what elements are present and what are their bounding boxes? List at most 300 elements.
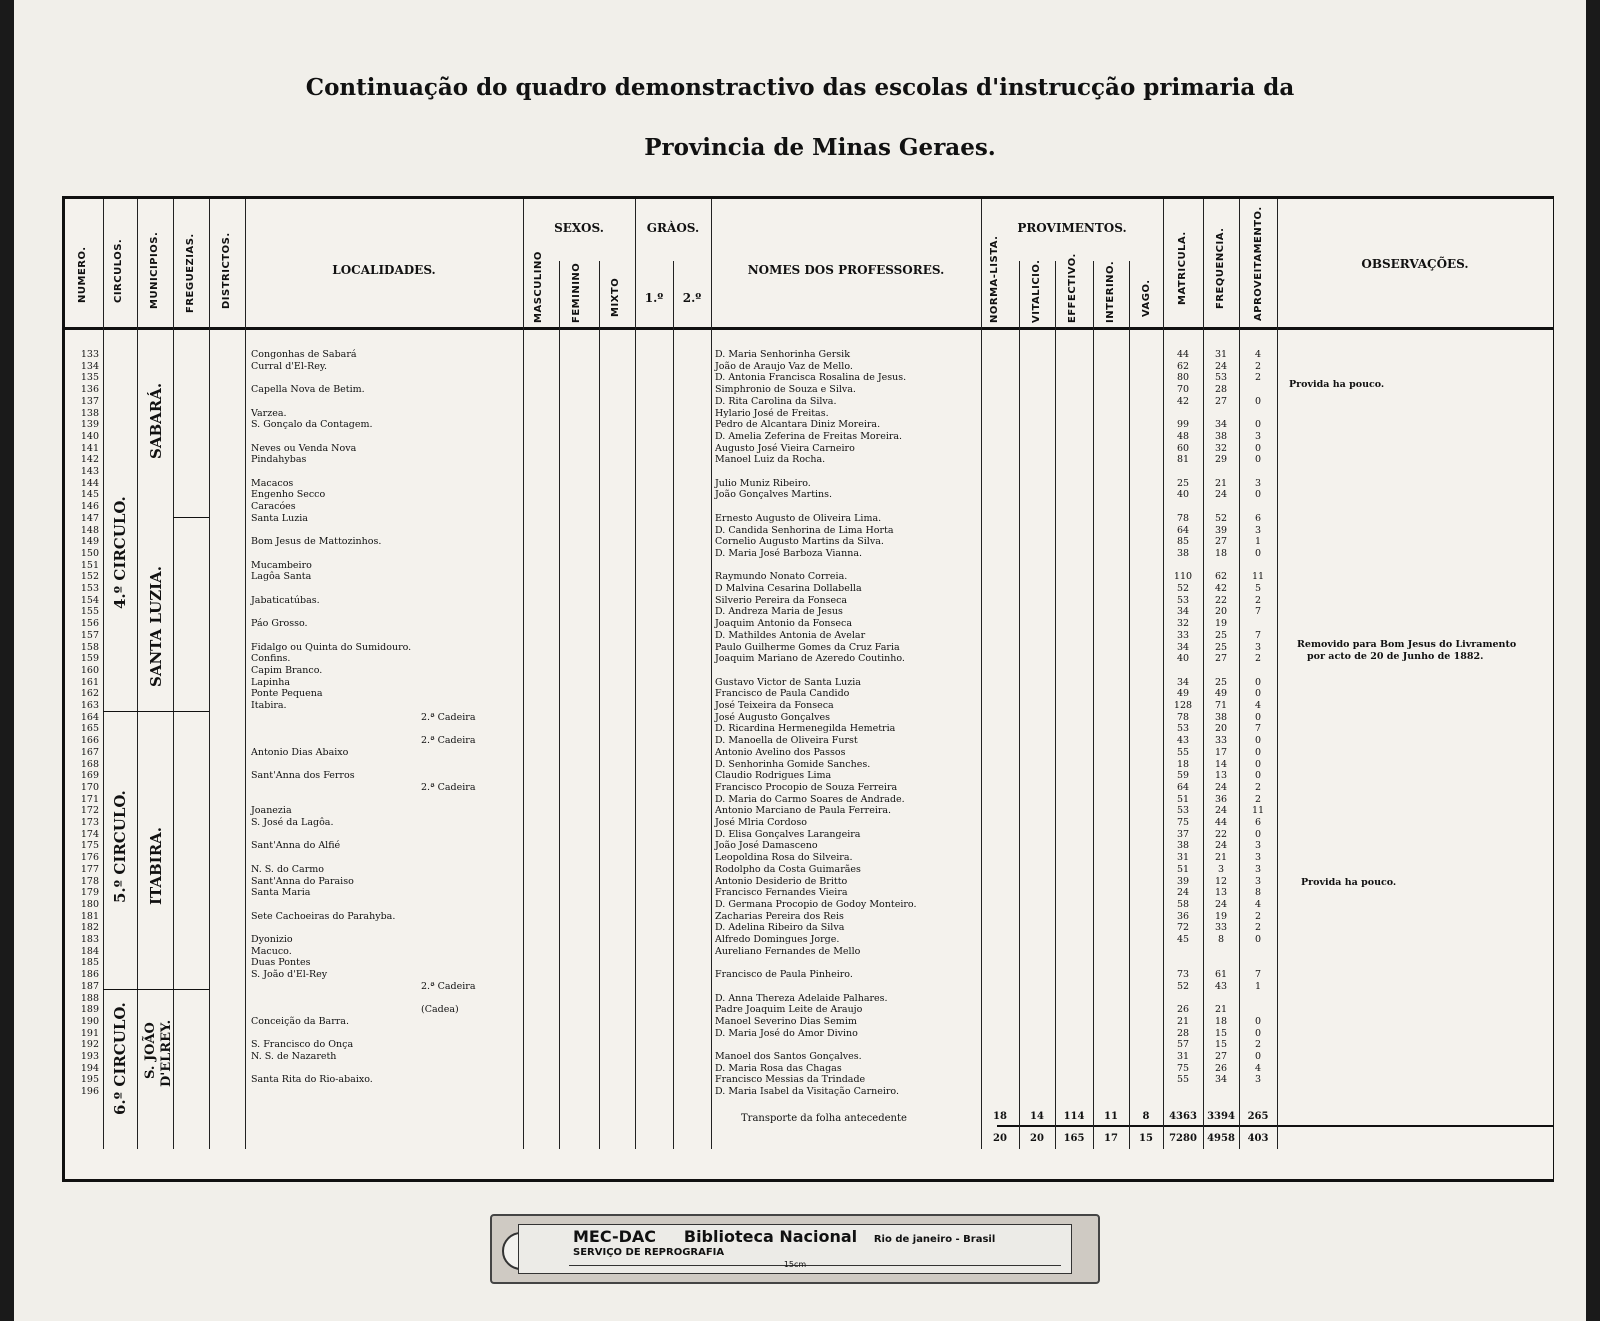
- row-localidade: Caracóes: [251, 501, 296, 513]
- row-number: 133: [80, 349, 99, 360]
- row-number: 163: [80, 700, 99, 711]
- stamp-title: [573, 1227, 995, 1246]
- row-aproveitamento: 0: [1254, 419, 1262, 431]
- col-line: [1055, 261, 1056, 1149]
- row-matricula: 31: [1176, 1051, 1190, 1062]
- row-matricula: 64: [1176, 781, 1190, 793]
- row-matricula: 21: [1176, 1015, 1190, 1027]
- stamp-org: MEC-DAC: [573, 1227, 657, 1246]
- scanned-page: [14, 0, 1586, 1321]
- col-header-mixto: MIXTO: [610, 277, 621, 317]
- row-matricula: 53: [1176, 594, 1190, 606]
- row-number: 159: [80, 653, 99, 665]
- row-frequencia: 20: [1214, 723, 1228, 735]
- row-localidade: Varzea.: [251, 407, 287, 419]
- col-line: [981, 199, 982, 1149]
- row-number: 161: [80, 676, 99, 688]
- col-header-effectivo: EFFECTIVO.: [1067, 253, 1078, 323]
- row-professor: Manoel Severino Dias Semim: [715, 1015, 857, 1027]
- row-professor: Leopoldina Rosa do Silveira.: [715, 852, 853, 864]
- row-aproveitamento: 0: [1254, 688, 1262, 700]
- row-matricula: 78: [1176, 512, 1190, 524]
- row-professor: Alfredo Domingues Jorge.: [715, 934, 840, 945]
- observation-provida-1: Provida ha pouco.: [1289, 379, 1385, 390]
- transport-effectivo: 114: [1063, 1111, 1085, 1122]
- row-number: 147: [80, 512, 99, 524]
- row-localidade: Antonio Dias Abaixo: [251, 746, 349, 758]
- row-localidade: Duas Pontes: [251, 957, 311, 969]
- row-frequencia: 24: [1214, 840, 1228, 852]
- row-number: 154: [80, 594, 99, 606]
- row-aproveitamento: 3: [1254, 430, 1262, 442]
- col-line: [1129, 261, 1130, 1149]
- row-aproveitamento: 0: [1254, 676, 1262, 688]
- row-localidade: S. Gonçalo da Contagem.: [251, 419, 373, 431]
- row-professor: Silverio Pereira da Fonseca: [715, 594, 848, 606]
- row-matricula: 43: [1176, 735, 1190, 747]
- row-frequencia: 39: [1214, 524, 1228, 536]
- row-localidade: Congonhas de Sabará: [251, 349, 357, 360]
- row-matricula: 110: [1173, 571, 1193, 583]
- row-frequencia: 18: [1214, 547, 1228, 559]
- col-line: [635, 199, 636, 1149]
- row-matricula: 60: [1176, 442, 1190, 454]
- row-frequencia: 38: [1214, 711, 1228, 723]
- school-table: [62, 196, 1554, 1182]
- row-professor: D. Rita Carolina da Silva.: [715, 395, 837, 407]
- row-frequencia: 14: [1214, 758, 1228, 770]
- row-number: 136: [80, 384, 99, 396]
- row-localidade: 2.ª Cadeira: [421, 980, 476, 992]
- row-frequencia: 36: [1214, 793, 1228, 805]
- row-localidade: Neves ou Venda Nova: [251, 442, 357, 454]
- row-localidade: Santa Luzia: [251, 512, 308, 524]
- row-number: 139: [80, 419, 99, 431]
- row-aproveitamento: 3: [1254, 524, 1262, 536]
- row-localidade: Ponte Pequena: [251, 688, 323, 700]
- row-localidade: Lagôa Santa: [251, 571, 312, 583]
- row-matricula: 38: [1176, 547, 1190, 559]
- group-divider: [173, 517, 209, 518]
- stamp-service: SERVIÇO DE REPROGRAFIA: [573, 1247, 725, 1258]
- row-aproveitamento: 0: [1254, 828, 1262, 840]
- col-header-numero: NUMERO.: [77, 246, 88, 303]
- stamp-label: [518, 1224, 1072, 1274]
- row-professor: Zacharias Pereira dos Reis: [715, 910, 844, 922]
- row-frequencia: 22: [1214, 828, 1228, 840]
- row-matricula: 36: [1176, 910, 1190, 922]
- row-professor: Simphronio de Souza e Silva.: [715, 384, 856, 396]
- row-aproveitamento: 8: [1254, 887, 1262, 899]
- row-matricula: 57: [1176, 1039, 1190, 1051]
- row-number: 166: [80, 735, 99, 747]
- row-number: 144: [80, 477, 99, 489]
- library-stamp: [490, 1214, 1100, 1284]
- row-frequencia: 24: [1214, 805, 1228, 817]
- row-number: 150: [80, 547, 99, 559]
- row-number: 134: [80, 360, 99, 372]
- row-matricula: 31: [1176, 852, 1190, 864]
- row-number: 177: [80, 863, 99, 875]
- col-header-masculino: MASCULINO: [533, 251, 544, 323]
- row-localidade: Macacos: [251, 477, 294, 489]
- col-header-aproveitamento: APROVEITAMENTO.: [1253, 206, 1264, 321]
- group-divider: [103, 989, 209, 990]
- row-professor: Julio Muniz Ribeiro.: [715, 477, 811, 489]
- row-matricula: 34: [1176, 676, 1190, 688]
- row-frequencia: 27: [1214, 536, 1228, 548]
- row-localidade: Pindahybas: [251, 454, 307, 466]
- col-header-frequencia: FREQUENCIA.: [1215, 227, 1226, 309]
- row-matricula: 48: [1176, 430, 1190, 442]
- row-frequencia: 8: [1217, 934, 1225, 945]
- row-aproveitamento: 4: [1254, 349, 1262, 360]
- col-line: [103, 199, 104, 1149]
- row-number: 146: [80, 501, 99, 513]
- row-professor: D. Candida Senhorina de Lima Horta: [715, 524, 894, 536]
- row-frequencia: 61: [1214, 969, 1228, 981]
- row-frequencia: 24: [1214, 898, 1228, 910]
- observation-removido-line1: Removido para Bom Jesus do Livramento: [1297, 639, 1517, 650]
- row-professor: D. Ricardina Hermenegilda Hemetria: [715, 723, 896, 735]
- row-professor: D. Germana Procopio de Godoy Monteiro.: [715, 898, 917, 910]
- col-line: [1093, 261, 1094, 1149]
- row-professor: D. Senhorinha Gomide Sanches.: [715, 758, 871, 770]
- document-subtitle: Provincia de Minas Geraes.: [644, 134, 996, 161]
- row-professor: Antonio Avelino dos Passos: [715, 746, 846, 758]
- row-number: 187: [80, 980, 99, 992]
- row-matricula: 18: [1176, 758, 1190, 770]
- row-frequencia: 25: [1214, 641, 1228, 653]
- row-localidade: Santa Maria: [251, 887, 311, 899]
- row-number: 171: [80, 793, 99, 805]
- row-number: 185: [80, 957, 99, 969]
- row-number: 142: [80, 454, 99, 466]
- row-localidade: Macuco.: [251, 945, 292, 957]
- col-line: [559, 261, 560, 1149]
- row-number: 138: [80, 407, 99, 419]
- row-matricula: 51: [1176, 793, 1190, 805]
- row-number: 137: [80, 395, 99, 407]
- col-header-matricula: MATRICULA.: [1177, 231, 1188, 305]
- row-number: 152: [80, 571, 99, 583]
- row-aproveitamento: 0: [1254, 758, 1262, 770]
- row-frequencia: 27: [1214, 395, 1228, 407]
- col-header-vago: VAGO.: [1141, 279, 1152, 317]
- transport-interino: 11: [1104, 1111, 1118, 1122]
- row-matricula: 44: [1176, 349, 1190, 360]
- col-header-observacoes: OBSERVAÇÕES.: [1361, 257, 1469, 271]
- row-localidade: Páo Grosso.: [251, 618, 308, 630]
- row-professor: D. Maria Isabel da Visitação Carneiro.: [715, 1086, 900, 1098]
- document-title: Continuação do quadro demonstractivo das escolas d'instrucção primaria da: [305, 74, 1295, 101]
- row-aproveitamento: 2: [1254, 360, 1262, 372]
- row-professor: José Augusto Gonçalves: [715, 711, 830, 723]
- col-line: [1019, 261, 1020, 1149]
- transport-label: Transporte da folha antecedente: [741, 1113, 907, 1124]
- row-aproveitamento: 11: [1251, 805, 1265, 817]
- row-professor: Claudio Rodrigues Lima: [715, 770, 832, 782]
- row-localidade: Dyonizio: [251, 934, 293, 945]
- row-aproveitamento: 0: [1254, 735, 1262, 747]
- row-matricula: 128: [1173, 700, 1193, 711]
- row-matricula: 42: [1176, 395, 1190, 407]
- row-aproveitamento: 2: [1254, 793, 1262, 805]
- row-professor: Francisco Messias da Trindade: [715, 1074, 866, 1086]
- row-professor: Paulo Guilherme Gomes da Cruz Faria: [715, 641, 900, 653]
- row-frequencia: 13: [1214, 887, 1228, 899]
- row-aproveitamento: 3: [1254, 641, 1262, 653]
- row-localidade: 2.ª Cadeira: [421, 781, 476, 793]
- col-header-vitalicio: VITALICIO.: [1031, 259, 1042, 323]
- row-number: 145: [80, 489, 99, 501]
- row-matricula: 34: [1176, 606, 1190, 618]
- row-aproveitamento: 1: [1254, 980, 1262, 992]
- row-professor: Antonio Desiderio de Britto: [715, 875, 848, 887]
- row-number: 186: [80, 969, 99, 981]
- col-line: [1239, 199, 1240, 1149]
- row-matricula: 49: [1176, 688, 1190, 700]
- transport-aproveitamento: 265: [1247, 1111, 1269, 1122]
- row-frequencia: 27: [1214, 653, 1228, 665]
- row-frequencia: 24: [1214, 360, 1228, 372]
- row-professor: D. Manoella de Oliveira Furst: [715, 735, 858, 747]
- row-localidade: Sete Cachoeiras do Parahyba.: [251, 910, 396, 922]
- col-line: [599, 261, 600, 1149]
- col-header-graos: GRÀOS.: [646, 221, 700, 235]
- row-aproveitamento: 2: [1254, 653, 1262, 665]
- row-matricula: 75: [1176, 1062, 1190, 1074]
- row-professor: D. Adelina Ribeiro da Silva: [715, 922, 845, 934]
- col-line: [523, 199, 524, 1149]
- row-matricula: 70: [1176, 384, 1190, 396]
- row-frequencia: 25: [1214, 676, 1228, 688]
- row-matricula: 53: [1176, 805, 1190, 817]
- row-frequencia: 21: [1214, 477, 1228, 489]
- row-professor: Joaquim Mariano de Azeredo Coutinho.: [715, 653, 905, 665]
- row-localidade: N. S. do Carmo: [251, 863, 324, 875]
- row-aproveitamento: 4: [1254, 1062, 1262, 1074]
- row-localidade: 2.ª Cadeira: [421, 735, 476, 747]
- row-professor: D. Antonia Francisca Rosalina de Jesus.: [715, 372, 907, 384]
- row-number: 162: [80, 688, 99, 700]
- row-professor: Manoel Luiz da Rocha.: [715, 454, 826, 466]
- row-professor: D. Maria Senhorinha Gersik: [715, 349, 850, 360]
- row-matricula: 59: [1176, 770, 1190, 782]
- stamp-library: Biblioteca Nacional: [683, 1227, 858, 1246]
- row-localidade: (Cadea): [421, 1004, 459, 1016]
- row-frequencia: 22: [1214, 594, 1228, 606]
- row-frequencia: 38: [1214, 430, 1228, 442]
- row-frequencia: 13: [1214, 770, 1228, 782]
- row-localidade: S. Francisco do Onça: [251, 1039, 354, 1051]
- row-matricula: 85: [1176, 536, 1190, 548]
- row-number: 196: [80, 1086, 99, 1098]
- row-number: 148: [80, 524, 99, 536]
- row-matricula: 72: [1176, 922, 1190, 934]
- row-frequencia: 21: [1214, 1004, 1228, 1016]
- row-aproveitamento: 3: [1254, 840, 1262, 852]
- row-matricula: 55: [1176, 746, 1190, 758]
- row-number: 183: [80, 934, 99, 945]
- row-number: 180: [80, 898, 99, 910]
- row-number: 158: [80, 641, 99, 653]
- stamp-scale: 15cm: [783, 1260, 807, 1269]
- row-number: 176: [80, 852, 99, 864]
- row-number: 153: [80, 583, 99, 594]
- row-aproveitamento: 0: [1254, 1015, 1262, 1027]
- total-normalista: 20: [993, 1133, 1007, 1144]
- row-frequencia: 34: [1214, 1074, 1228, 1086]
- row-matricula: 25: [1176, 477, 1190, 489]
- col-header-interino: INTERINO.: [1105, 260, 1116, 323]
- row-professor: D Malvina Cesarina Dollabella: [715, 583, 862, 594]
- total-aproveitamento: 403: [1247, 1133, 1269, 1144]
- row-number: 167: [80, 746, 99, 758]
- row-frequencia: 62: [1214, 571, 1228, 583]
- row-aproveitamento: 11: [1251, 571, 1265, 583]
- row-matricula: 38: [1176, 840, 1190, 852]
- col-line: [173, 199, 174, 1149]
- transport-frequencia: 3394: [1207, 1111, 1235, 1122]
- row-frequencia: 28: [1214, 384, 1228, 396]
- row-number: 174: [80, 828, 99, 840]
- row-aproveitamento: 0: [1254, 1027, 1262, 1039]
- row-professor: Raymundo Nonato Correia.: [715, 571, 848, 583]
- group-label-sabara: SABARÁ.: [147, 382, 165, 459]
- row-matricula: 81: [1176, 454, 1190, 466]
- row-professor: Ernesto Augusto de Oliveira Lima.: [715, 512, 882, 524]
- transport-matricula: 4363: [1169, 1111, 1197, 1122]
- stamp-city: Rio de janeiro - Brasil: [873, 1234, 996, 1245]
- row-matricula: 52: [1176, 583, 1190, 594]
- row-frequencia: 24: [1214, 781, 1228, 793]
- group-label-santa-luzia: SANTA LUZIA.: [147, 565, 165, 687]
- group-label-sjoao-2: D'ELREY.: [159, 1019, 174, 1087]
- row-localidade: Jabaticatúbas.: [251, 594, 320, 606]
- row-professor: D. Anna Thereza Adelaide Palhares.: [715, 992, 888, 1004]
- row-number: 191: [80, 1027, 99, 1039]
- row-professor: Padre Joaquim Leite de Araujo: [715, 1004, 863, 1016]
- row-aproveitamento: 0: [1254, 770, 1262, 782]
- row-professor: Francisco de Paula Candido: [715, 688, 850, 700]
- row-number: 195: [80, 1074, 99, 1086]
- col-header-sexos: SEXOS.: [554, 221, 604, 235]
- row-localidade: N. S. de Nazareth: [251, 1051, 337, 1062]
- col-header-circulos: CIRCULOS.: [113, 238, 124, 303]
- row-matricula: 62: [1176, 360, 1190, 372]
- row-number: 164: [80, 711, 99, 723]
- row-frequencia: 12: [1214, 875, 1228, 887]
- row-aproveitamento: 0: [1254, 454, 1262, 466]
- header-rule: [65, 327, 1553, 330]
- transport-vitalicio: 14: [1030, 1111, 1044, 1122]
- row-professor: D. Elisa Gonçalves Larangeira: [715, 828, 861, 840]
- row-frequencia: 25: [1214, 629, 1228, 641]
- row-aproveitamento: 1: [1254, 536, 1262, 548]
- total-effectivo: 165: [1063, 1133, 1085, 1144]
- group-label-circulo5: 5.º CIRCULO.: [111, 790, 129, 903]
- col-line: [209, 199, 210, 1149]
- row-aproveitamento: 2: [1254, 594, 1262, 606]
- row-localidade: Conceição da Barra.: [251, 1015, 349, 1027]
- col-header-feminino: FEMININO: [571, 262, 582, 323]
- col-header-grau2: 2.º: [682, 291, 702, 305]
- row-number: 172: [80, 805, 99, 817]
- row-localidade: Santa Rita do Rio-abaixo.: [251, 1074, 373, 1086]
- row-professor: Cornelio Augusto Martins da Silva.: [715, 536, 884, 548]
- row-aproveitamento: 4: [1254, 898, 1262, 910]
- row-aproveitamento: 0: [1254, 1051, 1262, 1062]
- col-line: [137, 199, 138, 1149]
- row-frequencia: 29: [1214, 454, 1228, 466]
- row-localidade: Bom Jesus de Mattozinhos.: [251, 536, 382, 548]
- col-header-freguezias: FREGUEZIAS.: [185, 233, 196, 313]
- row-frequencia: 18: [1214, 1015, 1228, 1027]
- row-professor: D. Mathildes Antonia de Avelar: [715, 629, 866, 641]
- row-matricula: 26: [1176, 1004, 1190, 1016]
- row-professor: Rodolpho da Costa Guimarães: [715, 863, 861, 875]
- transport-normalista: 18: [993, 1111, 1007, 1122]
- row-matricula: 78: [1176, 711, 1190, 723]
- row-matricula: 99: [1176, 419, 1190, 431]
- row-professor: João José Damasceno: [715, 840, 818, 852]
- row-professor: Francisco de Paula Pinheiro.: [715, 969, 853, 981]
- row-localidade: Capella Nova de Betim.: [251, 384, 365, 396]
- row-aproveitamento: 7: [1254, 606, 1262, 618]
- row-number: 193: [80, 1051, 99, 1062]
- row-aproveitamento: 3: [1254, 875, 1262, 887]
- totals-rule: [997, 1125, 1553, 1127]
- row-frequencia: 27: [1214, 1051, 1228, 1062]
- row-matricula: 39: [1176, 875, 1190, 887]
- row-localidade: 2.ª Cadeira: [421, 711, 476, 723]
- row-aproveitamento: 5: [1254, 583, 1262, 594]
- row-aproveitamento: 7: [1254, 723, 1262, 735]
- row-aproveitamento: 2: [1254, 781, 1262, 793]
- row-localidade: Mucambeiro: [251, 559, 312, 571]
- row-matricula: 55: [1176, 1074, 1190, 1086]
- col-header-municipios: MUNICIPIOS.: [149, 231, 160, 309]
- row-aproveitamento: 0: [1254, 746, 1262, 758]
- row-matricula: 64: [1176, 524, 1190, 536]
- row-professor: D. Maria Rosa das Chagas: [715, 1062, 842, 1074]
- row-aproveitamento: 0: [1254, 395, 1262, 407]
- row-professor: D. Maria José Barboza Vianna.: [715, 547, 863, 559]
- row-aproveitamento: 3: [1254, 477, 1262, 489]
- row-aproveitamento: 4: [1254, 700, 1262, 711]
- row-number: 157: [80, 629, 99, 641]
- row-frequencia: 33: [1214, 922, 1228, 934]
- row-frequencia: 24: [1214, 489, 1228, 501]
- row-number: 169: [80, 770, 99, 782]
- transport-vago: 8: [1142, 1111, 1150, 1122]
- row-number: 189: [80, 1004, 99, 1016]
- group-label-sjoao-1: S. JOÃO: [143, 1022, 158, 1079]
- row-professor: João Gonçalves Martins.: [715, 489, 833, 501]
- row-frequencia: 34: [1214, 419, 1228, 431]
- col-header-professores: NOMES DOS PROFESSORES.: [747, 263, 945, 277]
- row-matricula: 32: [1176, 618, 1190, 630]
- col-header-grau1: 1.º: [644, 291, 664, 305]
- row-localidade: Confins.: [251, 653, 291, 665]
- row-aproveitamento: 0: [1254, 711, 1262, 723]
- row-aproveitamento: 3: [1254, 852, 1262, 864]
- row-aproveitamento: 6: [1254, 817, 1262, 828]
- row-localidade: Engenho Secco: [251, 489, 326, 501]
- row-number: 135: [80, 372, 99, 384]
- row-aproveitamento: 0: [1254, 442, 1262, 454]
